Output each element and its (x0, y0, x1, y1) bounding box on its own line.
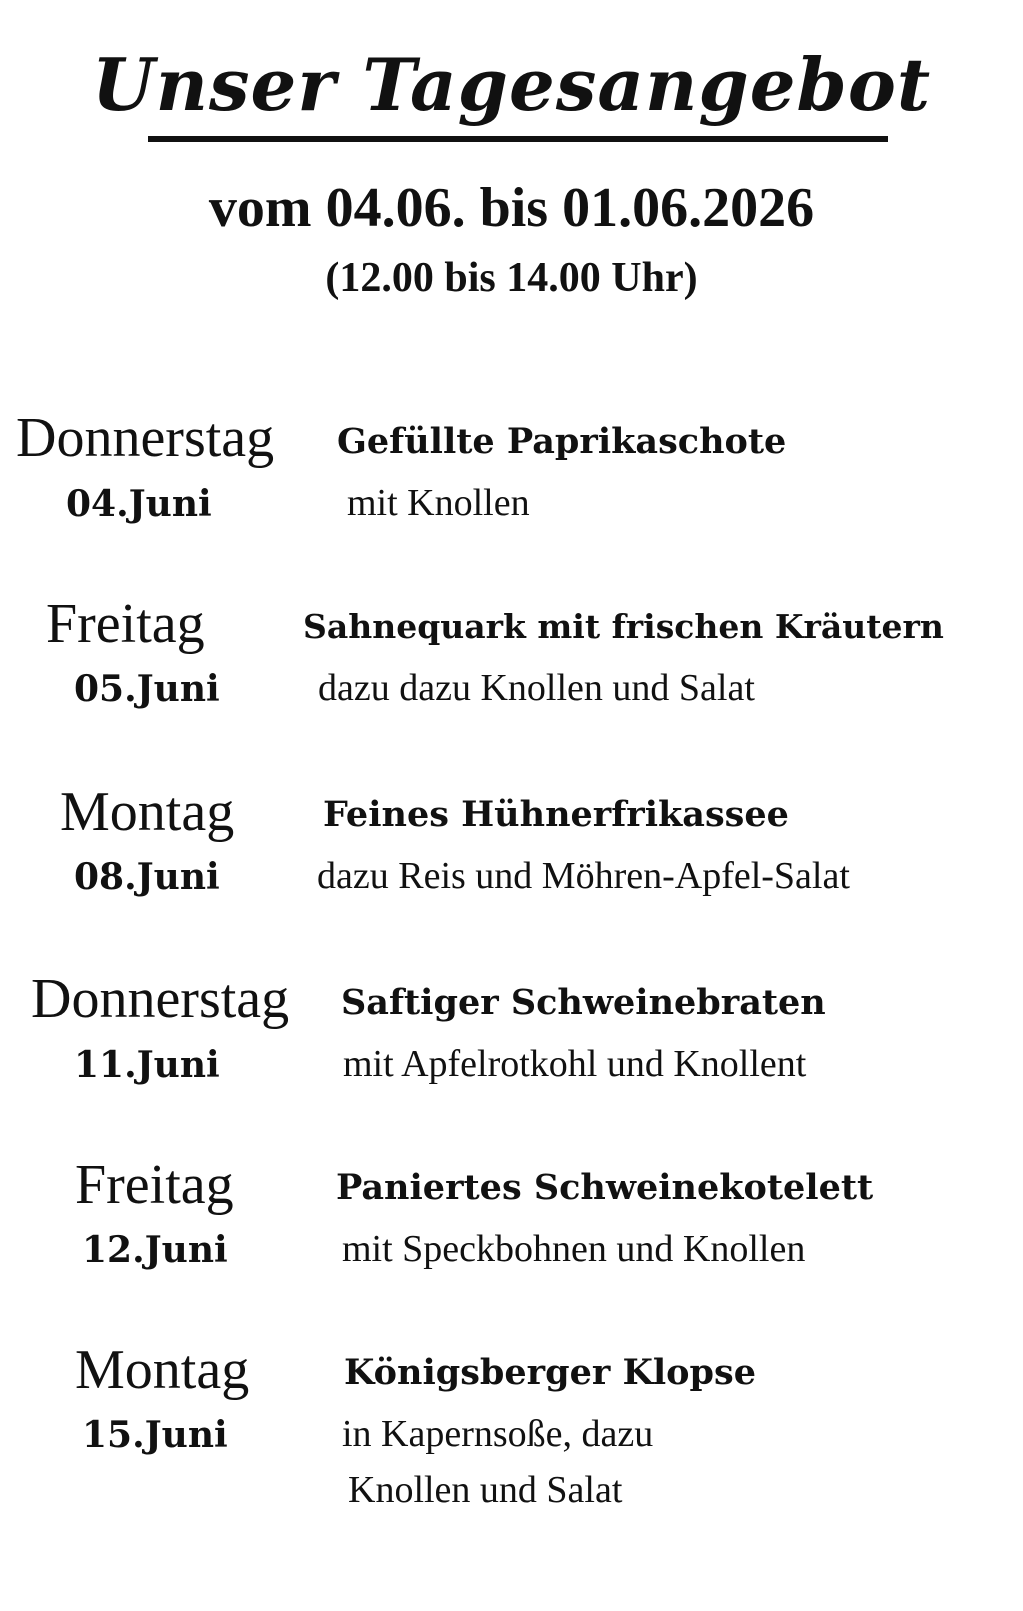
dish-side: dazu Reis und Möhren-Apfel-Salat (317, 855, 850, 897)
date-range: vom 04.06. bis 01.06.2026 (208, 177, 815, 239)
dish-name: Paniertes Schweinekotelett (336, 1167, 874, 1208)
date: 08.Juni (74, 856, 220, 898)
dish-side: in Kapernsoße, dazu (342, 1413, 654, 1455)
dish-name: Königsberger Klopse (344, 1352, 756, 1393)
dish-side: dazu dazu Knollen und Salat (318, 667, 755, 709)
weekday: Montag (60, 781, 235, 843)
date: 11.Juni (74, 1044, 220, 1086)
dish-name: Gefüllte Paprikaschote (337, 421, 787, 462)
serving-hours: (12.00 bis 14.00 Uhr) (325, 255, 698, 301)
date: 05.Juni (74, 668, 220, 710)
dish-side-continued: Knollen und Salat (348, 1469, 623, 1511)
dish-side: mit Apfelrotkohl und Knollent (343, 1043, 807, 1085)
weekday: Freitag (75, 1154, 234, 1216)
date: 04.Juni (66, 483, 212, 525)
menu-title: Unser Tagesangebot (91, 42, 932, 127)
dish-name: Feines Hühnerfrikassee (323, 794, 789, 835)
weekday: Montag (75, 1339, 250, 1401)
title-underline (148, 136, 888, 142)
dish-side: mit Knollen (347, 482, 530, 524)
dish-name: Sahnequark mit frischen Kräutern (303, 607, 944, 646)
dish-name: Saftiger Schweinebraten (341, 982, 826, 1023)
weekday: Donnerstag (31, 968, 290, 1030)
weekday: Freitag (46, 593, 205, 655)
weekday: Donnerstag (16, 407, 275, 469)
date: 12.Juni (82, 1229, 228, 1271)
date: 15.Juni (82, 1414, 228, 1456)
dish-side: mit Speckbohnen und Knollen (342, 1228, 806, 1270)
